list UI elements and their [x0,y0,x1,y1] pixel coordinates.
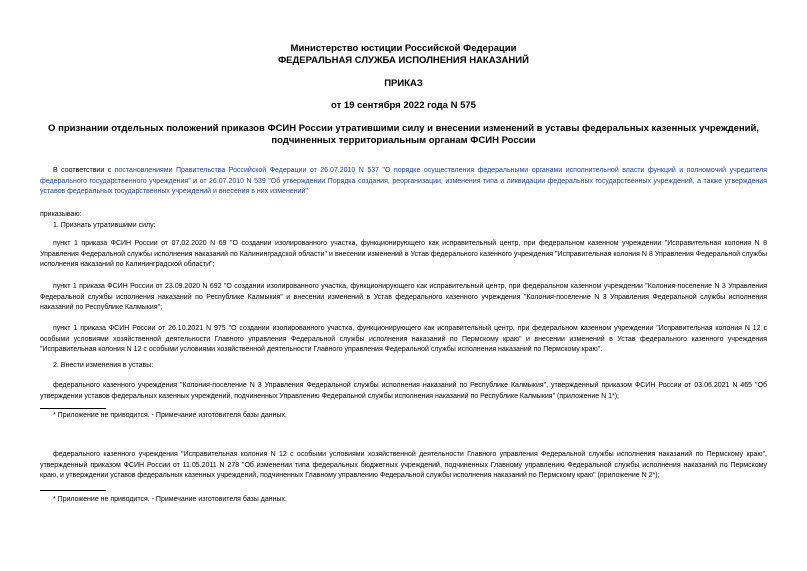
section-1-item-1: пункт 1 приказа ФСИН России от 07.02.2020 N 69 "О создании изолированного участка, функционирующего как исправительный центр, при федеральном казенном учреждении "Исправительная колония N 8 Управления Федеральной службы исполнения наказаний по Калининградской области" и внесении изменений в Устав федерального казенного учреждения "Исправительная колония N 8 Управления Федеральной службы исполнения наказаний по Калининградской области"; [40,240,767,269]
service-heading: ФЕДЕРАЛЬНАЯ СЛУЖБА ИСПОЛНЕНИЯ НАКАЗАНИЙ [278,55,529,66]
preamble-link-537[interactable]: постановлениями Правительства Российской Федерации от 26.07.2010 N 537 "О порядке осуществления федеральными органами исполнительной власти функций и полномочий учредителя федерального государственного учреждения" [40,167,768,185]
order-word: приказываю: [40,211,82,218]
document-title: О признании отдельных положений приказов ФСИН России утратившими силу и внесении изменений в уставы федеральных казенных учреждений, подчиненных территориальным органам ФСИН России [48,123,759,146]
footnote-2: * Приложение не приводится. - Примечание изготовителя базы данных. [53,496,287,503]
section-2-heading: 2. Внести изменения в уставы: [53,362,154,369]
footnote-divider [40,408,106,409]
doc-type-heading: ПРИКАЗ [384,78,423,89]
ministry-heading: Министерство юстиции Российской Федерации [290,43,517,54]
preamble-mid: и [190,177,200,185]
preamble-link-539[interactable]: от 26.07.2010 N 539 "Об утверждении Порядка создания, реорганизации, изменения типа и ликвидации федеральных государственных учреждений, а также утверждения уставов федеральных государственных учреждений и внесения в них изменений" [40,177,767,196]
section-2-item-1: федерального казенного учреждения "Колония-поселение N 3 Управления Федеральной службы исполнения наказаний по Республике Калмыкия", утвержденный приказом ФСИН России от 03.06.2021 N 465 "Об утверждении уставов федеральных казенных учреждений, подчиненных Управлению Федеральной службы исполнения наказаний по Республике Калмыкия" (приложение N 1*); [40,382,767,400]
preamble-lead: В соответствии с [53,167,115,174]
section-1-item-2: пункт 1 приказа ФСИН России от 23.09.2020 N 692 "О создании изолированного участка, функционирующего как исправительный центр, при федеральном казенном учреждении "Колония-поселение N 3 Управления Федеральной службы исполнения наказаний по Республике Калмыкия" и внесении изменений в Устав федерального казенного учреждения "Колония-поселение N 3 Управления Федеральной службы исполнения наказаний по Республике Калмыкия"; [40,283,767,312]
footnote-divider [40,490,106,491]
preamble-paragraph [40,166,767,198]
section-1-heading: 1. Признать утратившими силу: [53,222,156,229]
section-1-item-3: пункт 1 приказа ФСИН России от 26.10.2021 N 975 "О создании изолированного участка, функционирующего как исправительный центр, при федеральном казенном учреждении "Исправительная колония N 12 с особыми условиями хозяйственной деятельности Главного управления Федеральной службы исполнения наказаний по Пермскому краю" и внесении изменений в Устав федерального казенного учреждения "Исправительная колония N 12 с особыми условиями хозяйственной деятельности Главного управления Федеральной службы исполнения наказаний по Пермскому краю". [40,325,767,354]
date-number-heading: от 19 сентября 2022 года N 575 [331,100,476,111]
footnote-1: * Приложение не приводится. - Примечание изготовителя базы данных. [53,412,287,419]
section-2-item-2: федерального казенного учреждения "Исправительная колония N 12 с особыми условиями хозяйственной деятельности Главного управления Федеральной службы исполнения наказаний по Пермскому краю", утвержденный приказом ФСИН России от 11.05.2011 N 278 "Об изменении типа федеральных бюджетных учреждений, подчиненных Главному управлению Федеральной службы исполнения наказаний по Пермскому краю, и утверждении уставов федеральных казенных учреждений, подчиненных Главному управлению Федеральной службы исполнения наказаний по Пермскому краю" (приложение N 2*); [40,451,767,480]
